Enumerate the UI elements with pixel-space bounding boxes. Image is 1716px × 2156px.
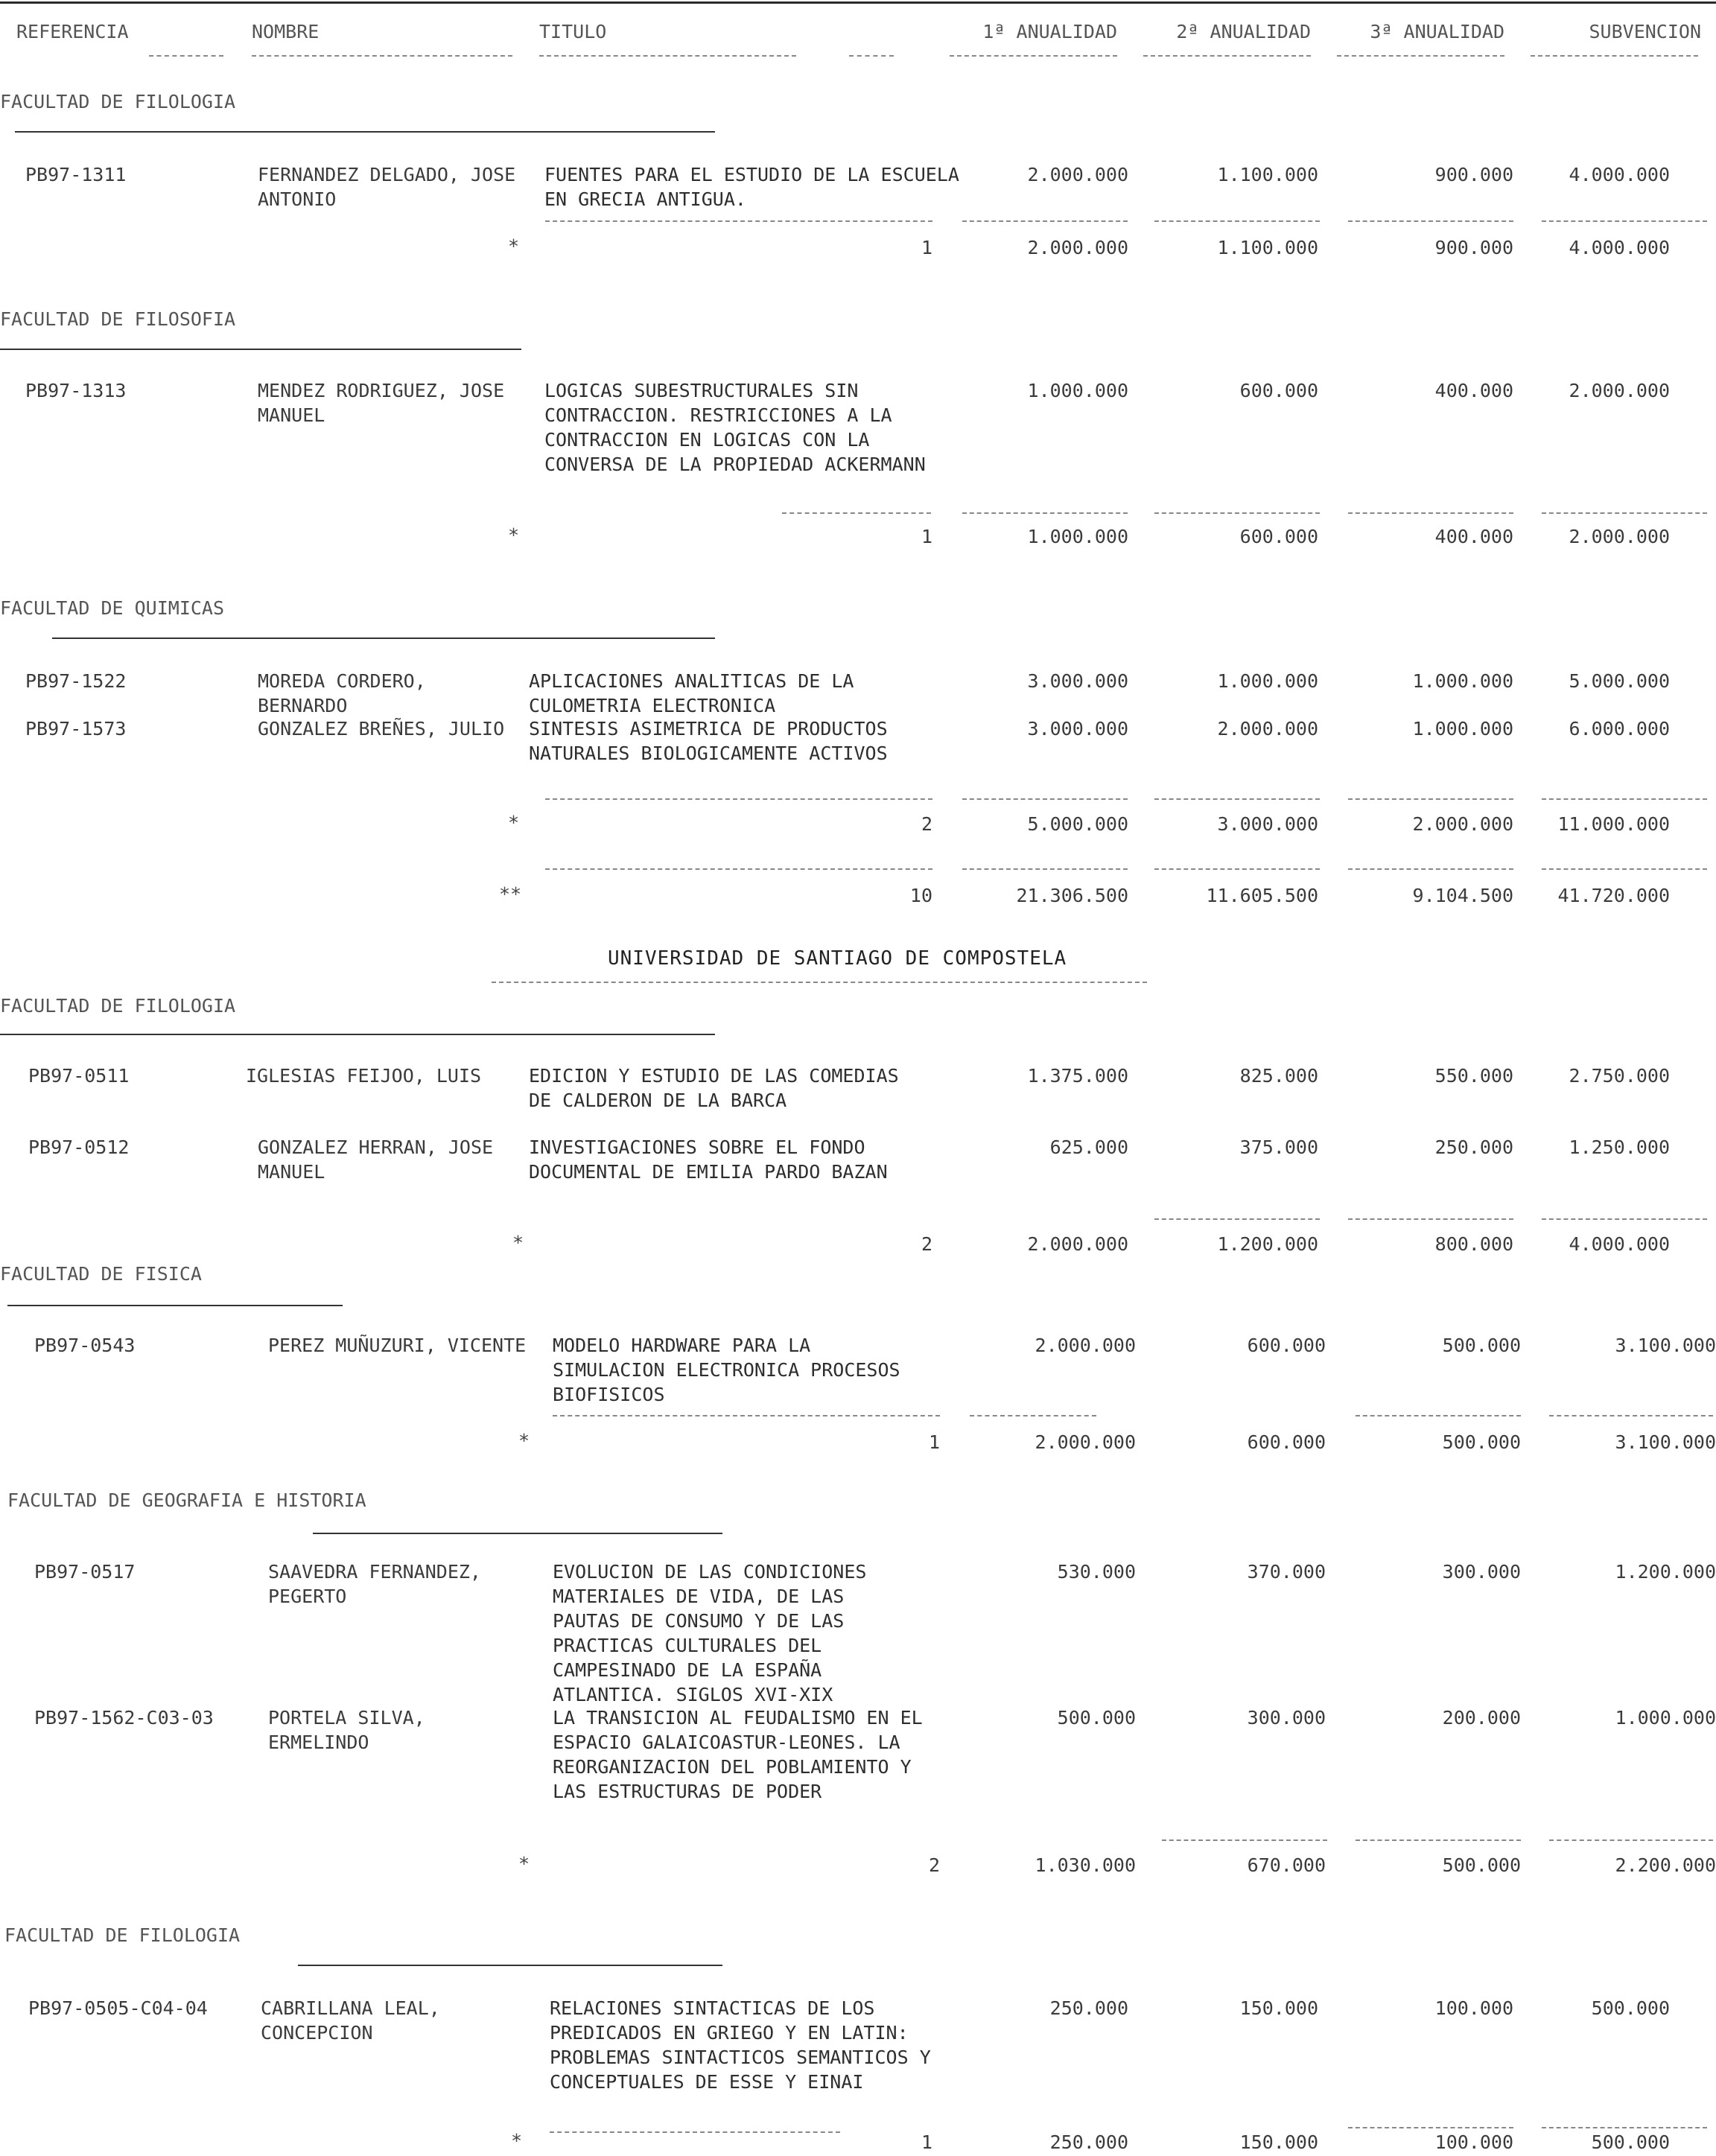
row-anualidad-3: 1.000.000 [1412,670,1513,692]
subtotal-dash [1542,220,1707,222]
row-titulo: INVESTIGACIONES SOBRE EL FONDO DOCUMENTAL DE EMILIA PARDO BAZAN [529,1136,888,1183]
row-anualidad-1: 530.000 [1057,1561,1136,1583]
row-nombre: FERNANDEZ DELGADO, JOSE ANTONIO [258,164,516,210]
section-heading: FACULTAD DE FILOLOGIA [0,995,236,1017]
row-subvencion: 500.000 [1591,1997,1670,2019]
section-rule [15,131,715,133]
header-underline [1143,55,1311,57]
subtotal-dash [1154,220,1320,222]
subtotal-anualidad-3: 800.000 [1434,1233,1513,1255]
subtotal-anualidad-1: 250.000 [1049,2131,1128,2153]
row-titulo: APLICACIONES ANALITICAS DE LA CULOMETRIA ELECTRONICA [529,670,854,716]
row-titulo: EVOLUCION DE LAS CONDICIONES MATERIALES DE VIDA, DE LAS PAUTAS DE CONSUMO Y DE LAS PRACTICAS CULTURALES DEL CAMPESINADO DE LA ESPAÑA ATLANTICA. SIGLOS XVI-XIX [553,1561,867,1705]
subtotal-anualidad-1: 2.000.000 [1035,1431,1136,1453]
row-anualidad-1: 500.000 [1057,1707,1136,1729]
header-underline [252,55,512,57]
subtotal-dash [1348,1218,1513,1220]
subtotal-dash [1348,220,1513,222]
section-rule [0,349,521,350]
subtotal-dash [1542,512,1707,514]
row-anualidad-2: 600.000 [1239,380,1318,401]
row-nombre: PORTELA SILVA, ERMELINDO [268,1707,425,1753]
section-heading: FACULTAD DE FILOSOFIA [0,308,236,330]
subtotal-subvencion: 4.000.000 [1569,237,1670,258]
subtotal-dash [1542,1218,1707,1220]
header-referencia: REFERENCIA [16,21,129,42]
subtotal-count: 1 [921,526,932,547]
total-dash [1348,868,1513,870]
row-anualidad-2: 370.000 [1247,1561,1326,1583]
row-anualidad-2: 150.000 [1239,1997,1318,2019]
subtotal-anualidad-1: 1.000.000 [1027,526,1128,547]
row-subvencion: 4.000.000 [1569,164,1670,185]
subtotal-mark: * [512,1232,524,1253]
row-subvencion: 2.000.000 [1569,380,1670,401]
header-subvencion: SUBVENCION [1589,21,1701,42]
total-dash [545,868,932,870]
subtotal-mark: * [508,524,520,546]
row-referencia: PB97-1522 [25,670,127,692]
subtotal-dash [545,798,932,800]
subtotal-dash [1542,2127,1707,2128]
subtotal-anualidad-3: 100.000 [1434,2131,1513,2153]
row-subvencion: 1.250.000 [1569,1136,1670,1158]
subtotal-anualidad-2: 600.000 [1239,526,1318,547]
university-heading: UNIVERSIDAD DE SANTIAGO DE COMPOSTELA [608,947,1067,970]
row-referencia: PB97-0512 [28,1136,130,1158]
row-subvencion: 1.000.000 [1615,1707,1716,1729]
row-referencia: PB97-1562-C03-03 [34,1707,214,1729]
section-rule [0,1034,715,1035]
total-subvencion: 41.720.000 [1557,885,1670,906]
section-rule [7,1305,343,1306]
total-mark: ** [499,883,522,905]
row-referencia: PB97-1313 [25,380,127,401]
section-heading: FACULTAD DE FILOLOGIA [4,1924,241,1946]
row-referencia: PB97-0517 [34,1561,136,1583]
row-subvencion: 6.000.000 [1569,718,1670,740]
row-anualidad-1: 2.000.000 [1027,164,1128,185]
subtotal-count: 2 [921,1233,932,1255]
row-anualidad-1: 3.000.000 [1027,670,1128,692]
row-anualidad-3: 1.000.000 [1412,718,1513,740]
subtotal-subvencion: 3.100.000 [1615,1431,1716,1453]
row-anualidad-3: 250.000 [1434,1136,1513,1158]
subtotal-mark: * [518,1853,530,1874]
subtotal-count: 2 [928,1854,940,1876]
row-referencia: PB97-0511 [28,1065,130,1087]
section-heading: FACULTAD DE GEOGRAFIA E HISTORIA [7,1489,366,1511]
subtotal-anualidad-2: 1.100.000 [1217,237,1318,258]
subtotal-dash [1154,1218,1320,1220]
row-titulo: RELACIONES SINTACTICAS DE LOS PREDICADOS EN GRIEGO Y EN LATIN: PROBLEMAS SINTACTICOS SEMANTICOS Y CONCEPTUALES DE ESSE Y EINAI [550,1997,931,2093]
header-underline [1531,55,1698,57]
row-subvencion: 1.200.000 [1615,1561,1716,1583]
row-anualidad-1: 1.375.000 [1027,1065,1128,1087]
section-rule [298,1965,722,1966]
subtotal-dash [545,220,932,222]
subtotal-anualidad-2: 150.000 [1239,2131,1318,2153]
total-anualidad-2: 11.605.500 [1206,885,1318,906]
subtotal-subvencion: 4.000.000 [1569,1233,1670,1255]
total-count: 10 [909,885,932,906]
row-nombre: GONZALEZ HERRAN, JOSE MANUEL [258,1136,494,1183]
row-anualidad-2: 2.000.000 [1217,718,1318,740]
row-titulo: EDICION Y ESTUDIO DE LAS COMEDIAS DE CALDERON DE LA BARCA [529,1065,899,1111]
subtotal-dash [1162,1839,1327,1841]
top-rule [0,1,1716,4]
row-referencia: PB97-0505-C04-04 [28,1997,208,2019]
row-anualidad-1: 3.000.000 [1027,718,1128,740]
header-underline [539,55,796,57]
subtotal-anualidad-2: 3.000.000 [1217,813,1318,835]
subtotal-dash [1154,798,1320,800]
row-anualidad-2: 1.000.000 [1217,670,1318,692]
row-anualidad-3: 300.000 [1442,1561,1521,1583]
subtotal-subvencion: 500.000 [1591,2131,1670,2153]
header-underline [149,55,223,57]
row-referencia: PB97-1311 [25,164,127,185]
row-nombre: SAAVEDRA FERNANDEZ, PEGERTO [268,1561,481,1607]
row-nombre: CABRILLANA LEAL, CONCEPCION [261,1997,440,2044]
subtotal-dash [962,798,1128,800]
row-nombre: MOREDA CORDERO, BERNARDO [258,670,426,716]
total-anualidad-1: 21.306.500 [1016,885,1128,906]
subtotal-subvencion: 2.000.000 [1569,526,1670,547]
subtotal-dash [1154,512,1320,514]
section-heading: FACULTAD DE FISICA [0,1263,202,1285]
header-titulo: TITULO [539,21,607,42]
row-titulo: FUENTES PARA EL ESTUDIO DE LA ESCUELA EN GRECIA ANTIGUA. [544,164,959,210]
row-anualidad-3: 400.000 [1434,380,1513,401]
row-anualidad-3: 900.000 [1434,164,1513,185]
row-titulo: SINTESIS ASIMETRICA DE PRODUCTOS NATURALES BIOLOGICAMENTE ACTIVOS [529,718,888,764]
subtotal-dash [962,220,1128,222]
row-referencia: PB97-1573 [25,718,127,740]
subtotal-anualidad-1: 5.000.000 [1027,813,1128,835]
row-nombre: PEREZ MUÑUZURI, VICENTE [268,1335,527,1356]
section-heading: FACULTAD DE QUIMICAS [0,597,225,619]
subtotal-dash [1356,1415,1521,1416]
section-rule [52,637,715,639]
total-anualidad-3: 9.104.500 [1412,885,1513,906]
subtotal-dash [1542,798,1707,800]
subtotal-dash [970,1415,1096,1416]
header-underline [950,55,1117,57]
total-dash [1154,868,1320,870]
row-subvencion: 3.100.000 [1615,1335,1716,1356]
header-anualidad-3: 3ª ANUALIDAD [1370,21,1504,42]
subtotal-anualidad-3: 400.000 [1434,526,1513,547]
row-anualidad-2: 600.000 [1247,1335,1326,1356]
subtotal-dash [553,1415,940,1416]
total-dash [962,868,1128,870]
subtotal-anualidad-3: 900.000 [1434,237,1513,258]
subtotal-count: 2 [921,813,932,835]
row-titulo: MODELO HARDWARE PARA LA SIMULACION ELECTRONICA PROCESOS BIOFISICOS [553,1335,900,1405]
subtotal-anualidad-3: 2.000.000 [1412,813,1513,835]
subtotal-dash [1348,798,1513,800]
row-anualidad-1: 1.000.000 [1027,380,1128,401]
subtotal-dash [962,512,1128,514]
section-heading: FACULTAD DE FILOLOGIA [0,91,236,112]
subtotal-anualidad-3: 500.000 [1442,1431,1521,1453]
subtotal-anualidad-2: 670.000 [1247,1854,1326,1876]
row-subvencion: 2.750.000 [1569,1065,1670,1087]
row-nombre: GONZALEZ BREÑES, JULIO [258,718,505,740]
subtotal-dash [1348,512,1513,514]
row-anualidad-3: 200.000 [1442,1707,1521,1729]
subtotal-dash [1348,2127,1513,2128]
row-nombre: IGLESIAS FEIJOO, LUIS [246,1065,482,1087]
row-nombre: MENDEZ RODRIGUEZ, JOSE MANUEL [258,380,505,426]
row-anualidad-2: 825.000 [1239,1065,1318,1087]
subtotal-anualidad-1: 1.030.000 [1035,1854,1136,1876]
subtotal-subvencion: 2.200.000 [1615,1854,1716,1876]
row-anualidad-2: 375.000 [1239,1136,1318,1158]
subtotal-dash [1549,1415,1713,1416]
row-anualidad-2: 1.100.000 [1217,164,1318,185]
subtotal-anualidad-2: 1.200.000 [1217,1233,1318,1255]
university-underline [492,982,1147,983]
subtotal-mark: * [508,235,520,257]
subtotal-anualidad-1: 2.000.000 [1027,1233,1128,1255]
row-anualidad-1: 625.000 [1049,1136,1128,1158]
subtotal-count: 1 [921,2131,932,2153]
section-rule [313,1533,722,1534]
subtotal-mark: * [511,2130,523,2152]
subtotal-count: 1 [921,237,932,258]
row-titulo: LA TRANSICION AL FEUDALISMO EN EL ESPACIO GALAICOASTUR-LEONES. LA REORGANIZACION DEL POBLAMIENTO Y LAS ESTRUCTURAS DE PODER [553,1707,923,1802]
row-anualidad-3: 550.000 [1434,1065,1513,1087]
subtotal-count: 1 [928,1431,940,1453]
subtotal-subvencion: 11.000.000 [1557,813,1670,835]
subtotal-dash [1356,1839,1521,1841]
row-anualidad-3: 500.000 [1442,1335,1521,1356]
subtotal-anualidad-3: 500.000 [1442,1854,1521,1876]
subtotal-dash [782,512,931,514]
header-anualidad-2: 2ª ANUALIDAD [1176,21,1311,42]
subtotal-dash [1549,1839,1713,1841]
subtotal-anualidad-1: 2.000.000 [1027,237,1128,258]
subtotal-mark: * [508,812,520,833]
row-referencia: PB97-0543 [34,1335,136,1356]
header-anualidad-1: 1ª ANUALIDAD [982,21,1117,42]
row-anualidad-1: 250.000 [1049,1997,1128,2019]
header-underline [1337,55,1504,57]
subtotal-anualidad-2: 600.000 [1247,1431,1326,1453]
row-anualidad-1: 2.000.000 [1035,1335,1136,1356]
row-subvencion: 5.000.000 [1569,670,1670,692]
row-anualidad-3: 100.000 [1434,1997,1513,2019]
header-underline [849,55,894,57]
row-anualidad-2: 300.000 [1247,1707,1326,1729]
header-nombre: NOMBRE [252,21,320,42]
total-dash [1542,868,1707,870]
subtotal-mark: * [518,1430,530,1451]
row-titulo: LOGICAS SUBESTRUCTURALES SIN CONTRACCION. RESTRICCIONES A LA CONTRACCION EN LOGICAS CON LA CONVERSA DE LA PROPIEDAD ACKERMANN [544,380,926,475]
